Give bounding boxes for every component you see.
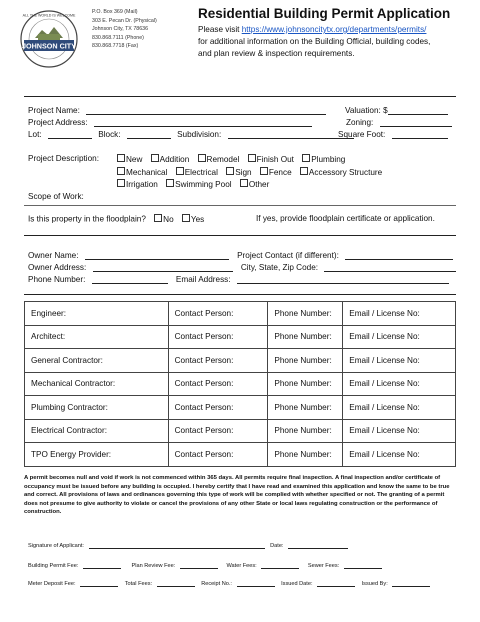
project-name-label: Project Name: [28, 106, 80, 115]
issued-date-label: Issued Date: [281, 581, 313, 587]
plan-review-fee-field[interactable] [180, 562, 218, 569]
floodplain-row [28, 214, 204, 224]
email-label: Email Address: [175, 275, 231, 284]
water-fees-field[interactable] [261, 562, 299, 569]
checkbox-icon [151, 154, 159, 162]
checkbox-icon [198, 154, 206, 162]
lot-label: Lot: [28, 130, 42, 139]
receipt-no-label: Receipt No.: [201, 581, 232, 587]
owner-name-label: Owner Name: [28, 251, 79, 260]
signature-field[interactable] [89, 542, 265, 549]
contact-row [25, 372, 456, 396]
total-fees-label: Total Fees: [124, 581, 153, 587]
checkbox-icon [154, 214, 162, 222]
contact-row [25, 349, 456, 373]
mailing-address [92, 8, 157, 51]
signature-label: Signature of Applicant: [28, 543, 84, 549]
johnson-city-logo [18, 8, 80, 70]
project-address-row [28, 118, 312, 127]
permits-link[interactable]: https://www.johnsoncitytx.org/departments/permits/ [241, 25, 427, 34]
contact-row [25, 419, 456, 443]
valuation-label: Valuation: $ [345, 106, 388, 115]
water-fees-label: Water Fees: [226, 563, 257, 569]
floodplain-note: If yes, provide floodplain certificate or application. [256, 214, 435, 223]
email-license-cell[interactable]: Email / License No: [343, 325, 456, 349]
certification-paragraph: A permit becomes null and void if work is not commenced within 365 days. All permits require final inspection. A final inspection and/or certificate of occupancy must be issued before any building is occupied. I hereby certify that I have read and examined this application and know the same to be true and correct. All provisions of laws and ordinances governing this type of work will be complied with whether specified or not. The granting of a permit does not presume to give authority to violate or cancel the provisions of any other State or local laws regulating construction or the performance of construction. [24, 475, 450, 516]
contact-row [25, 396, 456, 420]
owner-name-row [28, 251, 453, 260]
sewer-fees-label: Sewer Fees: [307, 563, 340, 569]
contact-person-cell[interactable]: Contact Person: [168, 302, 268, 326]
email-license-cell[interactable]: Email / License No: [343, 302, 456, 326]
issued-by-label: Issued By: [361, 581, 388, 587]
info-line-3: and plan review & inspection requirements. [198, 49, 355, 58]
issued-by-field[interactable] [392, 580, 430, 587]
description-options-row-1 [117, 154, 345, 164]
checkbox-icon [117, 154, 125, 162]
zoning-label: Zoning: [346, 118, 374, 127]
meter-deposit-field[interactable] [80, 580, 118, 587]
email-field[interactable] [237, 275, 449, 284]
option-other[interactable]: Other [240, 180, 269, 189]
project-contact-field[interactable] [345, 251, 453, 260]
city-state-zip-label: City, State, Zip Code: [240, 263, 319, 272]
address-line: P.O. Box 369 (Mail) [92, 9, 138, 15]
contact-role[interactable]: Electrical Contractor: [25, 419, 169, 443]
contacts-table [24, 301, 456, 467]
contact-role[interactable]: General Contractor: [25, 349, 169, 373]
info-line-1 [198, 25, 426, 34]
option-electrical[interactable]: Electrical [176, 168, 218, 177]
address-line: 830.868.7718 (Fax) [92, 43, 139, 49]
owner-name-field[interactable] [85, 251, 229, 260]
contact-role[interactable]: Plumbing Contractor: [25, 396, 169, 420]
email-license-cell[interactable]: Email / License No: [343, 372, 456, 396]
contact-role[interactable]: Engineer: [25, 302, 169, 326]
phone-email-row [28, 275, 449, 284]
building-fee-field[interactable] [83, 562, 121, 569]
phone-number-cell[interactable]: Phone Number: [268, 419, 343, 443]
project-description-label: Project Description: [28, 154, 99, 163]
total-fees-field[interactable] [157, 580, 195, 587]
email-license-cell[interactable]: Email / License No: [343, 419, 456, 443]
checkbox-icon [302, 154, 310, 162]
valuation-field[interactable] [388, 106, 448, 115]
floodplain-no[interactable]: No [154, 215, 173, 224]
contact-row [25, 443, 456, 467]
scope-of-work-field[interactable] [24, 205, 456, 206]
section-divider [24, 96, 456, 97]
checkbox-icon [260, 167, 268, 175]
email-license-cell[interactable]: Email / License No: [343, 349, 456, 373]
date-label: Date: [270, 543, 284, 549]
option-swimming-pool[interactable]: Swimming Pool [166, 180, 231, 189]
project-name-field[interactable] [86, 106, 326, 115]
option-sign[interactable]: Sign [226, 168, 251, 177]
floodplain-question: Is this property in the floodplain? [28, 214, 146, 224]
contact-person-cell[interactable]: Contact Person: [168, 325, 268, 349]
section-divider [24, 235, 456, 236]
project-address-field[interactable] [94, 118, 312, 127]
signature-row [28, 542, 348, 549]
subdivision-field[interactable] [228, 130, 354, 139]
checkbox-icon [117, 179, 125, 187]
fees-row-2 [28, 580, 430, 587]
plan-review-fee-label: Plan Review Fee: [131, 563, 176, 569]
contact-row [25, 302, 456, 326]
checkbox-icon [300, 167, 308, 175]
contact-person-cell[interactable]: Contact Person: [168, 372, 268, 396]
option-irrigation[interactable]: Irrigation [117, 180, 158, 189]
option-mechanical[interactable]: Mechanical [117, 168, 167, 177]
owner-address-label: Owner Address: [28, 263, 87, 272]
building-fee-label: Building Permit Fee: [28, 563, 79, 569]
option-accessory-structure[interactable]: Accessory Structure [300, 168, 382, 177]
checkbox-icon [182, 214, 190, 222]
phone-field[interactable] [92, 275, 168, 284]
option-finish-out[interactable]: Finish Out [248, 155, 294, 164]
contact-person-cell[interactable]: Contact Person: [168, 349, 268, 373]
address-line: 830.868.7111 (Phone) [92, 34, 144, 41]
phone-number-cell[interactable]: Phone Number: [268, 302, 343, 326]
checkbox-icon [226, 167, 234, 175]
meter-deposit-label: Meter Deposit Fee: [28, 581, 76, 587]
checkbox-icon [248, 154, 256, 162]
phone-number-cell[interactable]: Phone Number: [268, 443, 343, 467]
fees-row-1 [28, 562, 382, 569]
email-license-cell[interactable]: Email / License No: [343, 396, 456, 420]
checkbox-icon [117, 167, 125, 175]
checkbox-icon [240, 179, 248, 187]
address-line: 303 E. Pecan Dr. (Physical) [92, 17, 157, 24]
subdivision-label: Subdivision: [177, 130, 222, 139]
issued-date-field[interactable] [317, 580, 355, 587]
owner-address-field[interactable] [93, 263, 233, 272]
zoning-row [346, 118, 452, 127]
lot-field[interactable] [48, 130, 92, 139]
owner-address-row [28, 263, 456, 272]
square-foot-field[interactable] [392, 130, 448, 139]
project-address-label: Project Address: [28, 118, 88, 127]
phone-number-cell[interactable]: Phone Number: [268, 396, 343, 420]
square-foot-label: Square Foot: [338, 130, 386, 139]
option-fence[interactable]: Fence [260, 168, 292, 177]
svg-text:JOHNSON CITY: JOHNSON CITY [22, 41, 76, 51]
option-addition[interactable]: Addition [151, 155, 190, 164]
contact-person-cell[interactable]: Contact Person: [168, 419, 268, 443]
address-line: Johnson City, TX 78636 [92, 26, 149, 32]
svg-text:ALL THE WORLD IS WELCOME: ALL THE WORLD IS WELCOME [22, 13, 76, 18]
visit-prefix: Please visit [198, 25, 242, 34]
contact-role[interactable]: Architect: [25, 325, 169, 349]
description-options-row-3 [117, 179, 269, 189]
square-foot-row [338, 130, 448, 139]
block-label: Block: [98, 130, 121, 139]
project-name-row [28, 106, 326, 115]
valuation-row [345, 106, 448, 115]
contact-row [25, 325, 456, 349]
receipt-no-field[interactable] [237, 580, 275, 587]
zoning-field[interactable] [380, 118, 452, 127]
email-license-cell[interactable]: Email / License No: [343, 443, 456, 467]
checkbox-icon [166, 179, 174, 187]
phone-number-cell[interactable]: Phone Number: [268, 349, 343, 373]
lot-block-row [28, 130, 354, 139]
phone-number-cell[interactable]: Phone Number: [268, 325, 343, 349]
form-title: Residential Building Permit Application [198, 6, 451, 21]
project-contact-label: Project Contact (if different): [237, 251, 339, 260]
date-field[interactable] [288, 542, 348, 549]
option-new[interactable]: New [117, 155, 142, 164]
section-divider [24, 294, 456, 295]
scope-of-work-label: Scope of Work: [28, 192, 84, 201]
checkbox-icon [176, 167, 184, 175]
option-remodel[interactable]: Remodel [198, 155, 240, 164]
option-plumbing[interactable]: Plumbing [302, 155, 345, 164]
contact-person-cell[interactable]: Contact Person: [168, 443, 268, 467]
contact-role[interactable]: Mechanical Contractor: [25, 372, 169, 396]
phone-number-cell[interactable]: Phone Number: [268, 372, 343, 396]
city-state-zip-field[interactable] [324, 263, 456, 272]
description-options-row-2 [117, 167, 382, 177]
sewer-fees-field[interactable] [344, 562, 382, 569]
contact-role[interactable]: TPO Energy Provider: [25, 443, 169, 467]
block-field[interactable] [127, 130, 171, 139]
contact-person-cell[interactable]: Contact Person: [168, 396, 268, 420]
phone-label: Phone Number: [28, 275, 86, 284]
info-line-2: for additional information on the Building Official, building codes, [198, 37, 431, 46]
floodplain-yes[interactable]: Yes [182, 215, 204, 224]
